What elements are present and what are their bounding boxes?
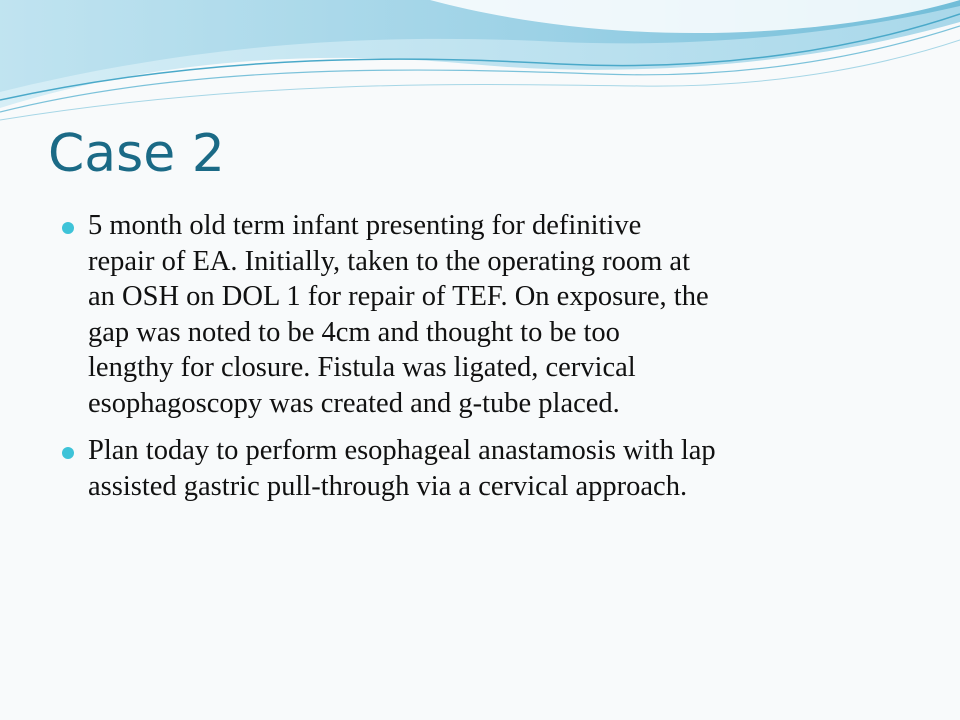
bullet-line: an OSH on DOL 1 for repair of TEF. On exposure, the xyxy=(88,281,709,312)
bullet-line: gap was noted to be 4cm and thought to be too xyxy=(88,316,620,348)
bullet-line: lengthy for closure. Fistula was ligated, cervical xyxy=(88,352,636,383)
bullet-list xyxy=(62,208,922,516)
bullet-item xyxy=(62,433,922,504)
header-wave-decoration xyxy=(0,0,960,130)
bullet-dot-icon xyxy=(62,447,74,459)
bullet-line: repair of EA. Initially, taken to the operating room at xyxy=(88,245,690,277)
bullet-line: Plan today to perform esophageal anastamosis with lap xyxy=(88,435,716,466)
bullet-item xyxy=(62,208,922,421)
bullet-line: esophagoscopy was created and g-tube placed. xyxy=(88,387,620,419)
slide-title: Case 2 xyxy=(48,124,225,184)
bullet-line: assisted gastric pull-through via a cervical approach. xyxy=(88,470,688,502)
bullet-line: 5 month old term infant presenting for definitive xyxy=(88,210,642,241)
bullet-dot-icon xyxy=(62,222,74,234)
